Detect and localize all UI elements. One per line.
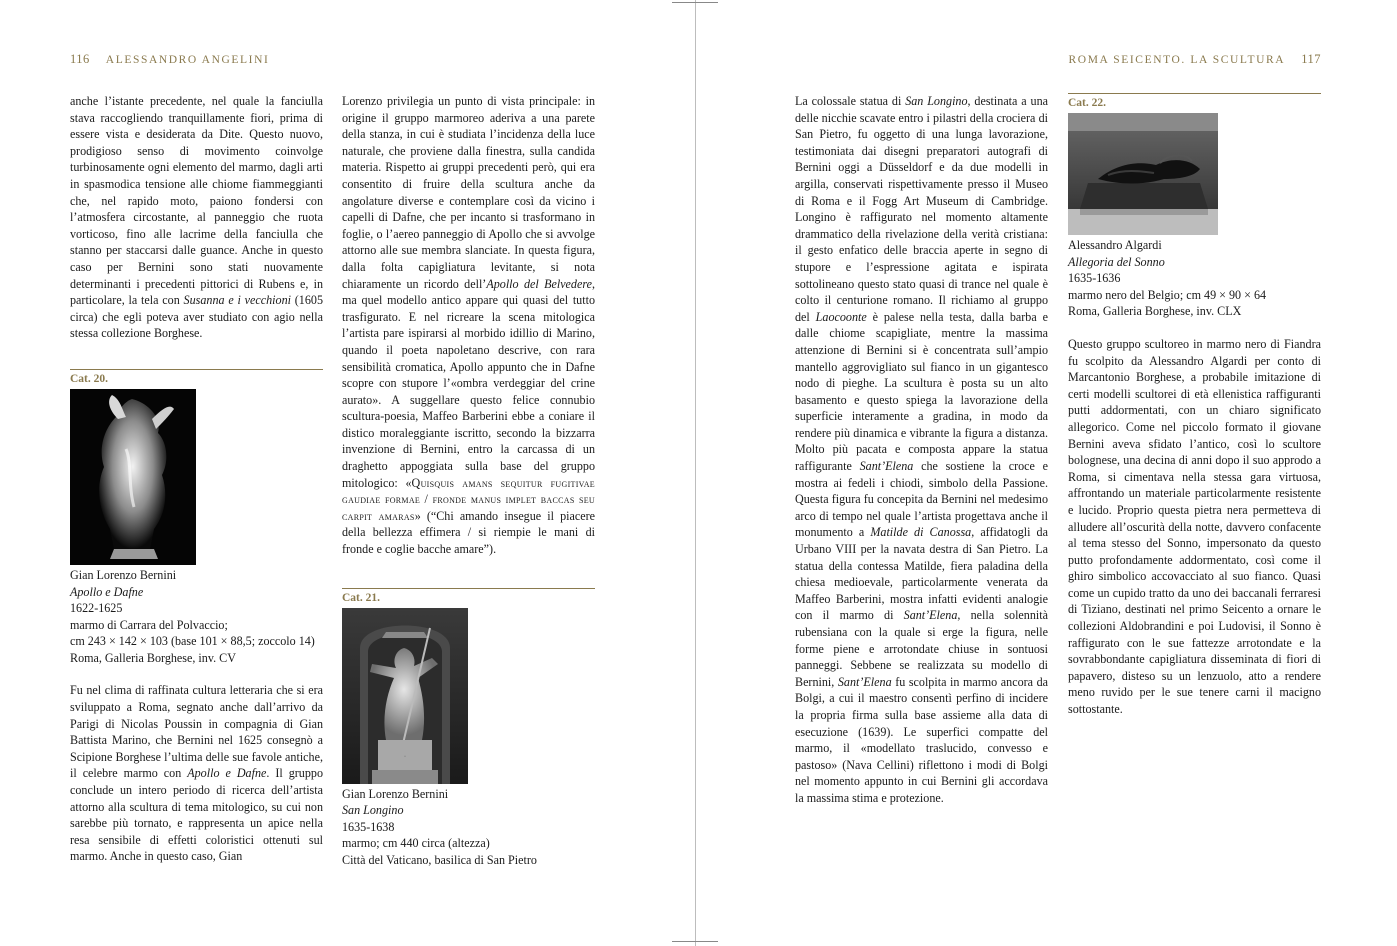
paragraph-viewpoint: Lorenzo privilegia un punto di vista principale: in origine il gruppo marmoreo aderiva a una parete della stanza, in cui è studiata l’incidenza della luce naturale, che proviene dalla finestra, sulla candida materia. Rispetto ai gruppi precedenti però, qui era consentito di fruire della scultura anche da angolature diverse e contemplare così da vicino i capelli di Dafne, che per incanto si trasformano in foglie, o l’aereo panneggio di Apollo che si avvolge attorno alle sue membra slanciate. In questa figura, dalla folta capigliatura levitante, si nota chiaramente un ricordo dell’Apollo del Belvedere, ma quel modello antico appare qui quasi del tutto trasfigurato. E nel ricreare la scena mitologica l’artista pare ispirarsi al morbido idillio di Marino, quando il poeta napoletano descrive, con rara sensibilità cromatica, Apollo appunto che in Dafne scopre con stupore l’«ombra verdeggiar del crine aurato». A suggellare questo felice connubio scultura-poesia, Maffeo Barberini ebbe a coniare il distico moraleggiante iscritto, secondo la bizzarra invenzione di Bernini, entro la carcassa di un draghetto appoggiata sulla base del gruppo mitologico: «Quisquis amans sequitur fugitivae gaudiae formae / fronde manus implet baccas seu carpit amaras» (“Chi amando insegue il piacere della bellezza effimera / si riempie le mani di fronde e coglie bacche amare”). (342, 94, 595, 557)
caption-cat-22 (1068, 237, 1321, 320)
paragraph-sonno: Questo gruppo scultoreo in marmo nero di Fiandra fu scolpito da Alessandro Algardi per conto di Marcantonio Borghese, a probabile imitazione di certi modelli scultorei di età ellenistica raffiguranti putti addormentati, con un chiaro significato allegorico. Come nel piccolo formato il giovane Bernini aveva sfidato l’antico, così lo scultore bolognese, una decina di anni dopo il suo approdo a Roma, si cimentava nella stessa gara virtuosa, affrontando un materiale particolarmente resistente e lucido. Proprio questa pietra nera permetteva di alludere all’oscurità della notte, davvero confacente al tema stesso del Sonno, impersonato da questo putto profondamente addormentato, così come il ghiro simbolico accovacciato al suo fianco. Quasi come un cupido tratto da uno dei baccanali ferraresi di Tiziano, destinati nel primo Seicento a ornare le collezioni Aldobrandini e poi Ludovisi, il Sonno è raffigurato con le sue fattezze arrotondate e la sovrabbondante capigliatura disseminata di fiori di papavero, disteso su un lenzuolo, atto a rendere meno ruvido per le sue tenere carni il macigno sottostante. (1068, 336, 1321, 717)
right-column-2 (1068, 93, 1321, 718)
catalogue-entry-20 (70, 369, 323, 667)
cat-label-22: Cat. 22. (1068, 97, 1107, 109)
artwork-location: Città del Vaticano, basilica di San Pietro (342, 853, 537, 867)
right-running-head-text: ROMA SEICENTO. LA SCULTURA (1068, 54, 1286, 66)
right-running-head (1069, 52, 1321, 67)
artwork-dimensions: cm 243 × 142 × 103 (base 101 × 88,5; zoccolo 14) (70, 634, 315, 649)
crop-mark-top (672, 2, 718, 3)
left-running-head-text: ALESSANDRO ANGELINI (105, 54, 270, 66)
artwork-medium: marmo nero del Belgio; cm 49 × 90 × 64 (1068, 287, 1267, 302)
left-column-1 (70, 93, 323, 865)
svg-text:·: · (404, 753, 406, 760)
crop-mark-bottom (672, 941, 718, 942)
artist: Gian Lorenzo Bernini (70, 567, 177, 582)
artwork-date: 1622-1625 (70, 601, 123, 616)
paragraph-persephone: anche l’istante precedente, nel quale la fanciulla stava raccogliendo tranquillamente fiori, prima di essere vista e desiderata da Dite. Questo nuovo, prodigioso senso di movimento coinvolge turbinosamente ogni elemento del marmo, dagli arti in spasmodica tensione alle chiome fiammeggianti che, nel rapido moto, paiono fondersi con l’atmosfera circostante, al panneggio che ruota vorticoso, fino alle lacrime della fanciulla che stanno per staccarsi dalle guance. Anche in questo caso per Bernini sono stati nuovamente determinanti i precedenti pittorici di Rubens e, in particolare, la tela con Susanna e i vecchioni (1605 circa) che egli poteva aver studiato con agio nella stessa collezione Borghese. (70, 94, 323, 341)
right-column-1 (795, 93, 1048, 807)
san-longino-photo (342, 608, 468, 784)
allegoria-del-sonno-photo (1068, 113, 1218, 235)
catalogue-entry-22 (1068, 93, 1321, 320)
paragraph-san-longino: La colossale statua di San Longino, destinata a una delle nicchie scavate entro i pilastri della crociera di San Pietro, fu oggetto di una lunga lavorazione, testimoniata dai disegni preparatori autografi di Bernini oggi a Düsseldorf e da due modelli in argilla, conservati rispettivamente presso il Museo di Roma e il Fogg Art Museum di Cambridge. Longino è raffigurato nel momento altamente drammatico della rivelazione della verità cristiana: il gesto enfatico delle braccia aperte in segno di stupore e l’espressione agitata e ispirata sottolineano questo stato quasi di trance nel quale è colto il centurione romano. Il richiamo al gruppo del Laocoonte è palese nella testa, dalla barba e dalle chiome scapigliate, mentre la massima attenzione di Bernini si è concentrata sull’ampio mantello aggrovigliato sul fianco in un gigantesco nodo di pieghe. La scultura è posta su un alto basamento e questo spiega la lavorazione della superficie interamente a gradina, in modo da rendere più dinamica e vibrante la figura a distanza. Molto più pacata e composta appare la statua raffigurante Sant’Elena che sostiene la croce e mostra ai fedeli i chiodi, simbolo della Passione. Questa figura fu concepita da Bernini nel medesimo arco di tempo nel quale l’artista progettava anche il monumento a Matilde di Canossa, affidatogli da Urbano VIII per la navata destra di San Pietro. La statua della contessa Matilde, fiera paladina della chiesa medioevale, particolarmente venerata da Maffeo Barberini, mostra infatti evidenti analogie con il marmo di Sant’Elena, nella solennità rubensiana con la quale si erge la figura, nelle forme piene e arrotondate chiuse in sontuosi panneggi. Sebbene se realizzata su modello di Bernini, Sant’Elena fu scolpita in marmo ancora da Bolgi, a cui il maestro consentì perfino di incidere la propria firma sulla base assieme alla data di esecuzione (1639). Le superfici compatte del marmo, il «modellato traslucido, convesso e pastoso» (Nava Cellini) riflettono i modi di Bolgi nel momento appunto in cui Bernini gli accordava la massima stima e protezione. (795, 94, 1048, 805)
caption-cat-21 (342, 786, 595, 869)
cat-label-21: Cat. 21. (342, 591, 381, 604)
artwork-date: 1635-1638 (342, 819, 395, 834)
cat-label-20: Cat. 20. (70, 372, 109, 385)
caption-cat-20 (70, 567, 323, 667)
right-page-number: 117 (1301, 52, 1321, 66)
artwork-location: Roma, Galleria Borghese, inv. CV (70, 650, 236, 665)
artist: Alessandro Algardi (1068, 238, 1162, 252)
gutter-line (695, 0, 696, 946)
artwork-medium: marmo di Carrara del Polvaccio; (70, 617, 228, 632)
left-page-number: 116 (70, 52, 90, 66)
apollo-daphne-photo (70, 389, 196, 565)
artwork-title: San Longino (342, 803, 404, 818)
artwork-medium: marmo; cm 440 circa (altezza) (342, 836, 490, 851)
artwork-date: 1635-1636 (1068, 271, 1121, 286)
artist: Gian Lorenzo Bernini (342, 786, 449, 801)
paragraph-apollo-daphne: Fu nel clima di raffinata cultura letteraria che si era sviluppato a Roma, segnato anche dall’arrivo da Parigi di Nicolas Poussin in compagnia di Gian Battista Marino, che Bernini nel 1625 consegnò a Scipione Borghese l’ultima delle sue favole antiche, il celebre marmo con Apollo e Dafne. Il gruppo conclude un intero periodo di ricerca dell’artista attorno alla scultura di tema mitologico, su cui non sarebbe più tornato, e rappresenta un apice nella resa sensibile di effetti coloristici ottenuti sul marmo. Anche in questo caso, Gian (70, 683, 323, 864)
artwork-location: Roma, Galleria Borghese, inv. CLX (1068, 304, 1242, 319)
artwork-title: Apollo e Dafne (70, 584, 144, 599)
artwork-title: Allegoria del Sonno (1068, 254, 1165, 269)
catalogue-entry-21 (342, 588, 595, 869)
left-running-head (70, 52, 269, 67)
left-column-2 (342, 93, 595, 869)
